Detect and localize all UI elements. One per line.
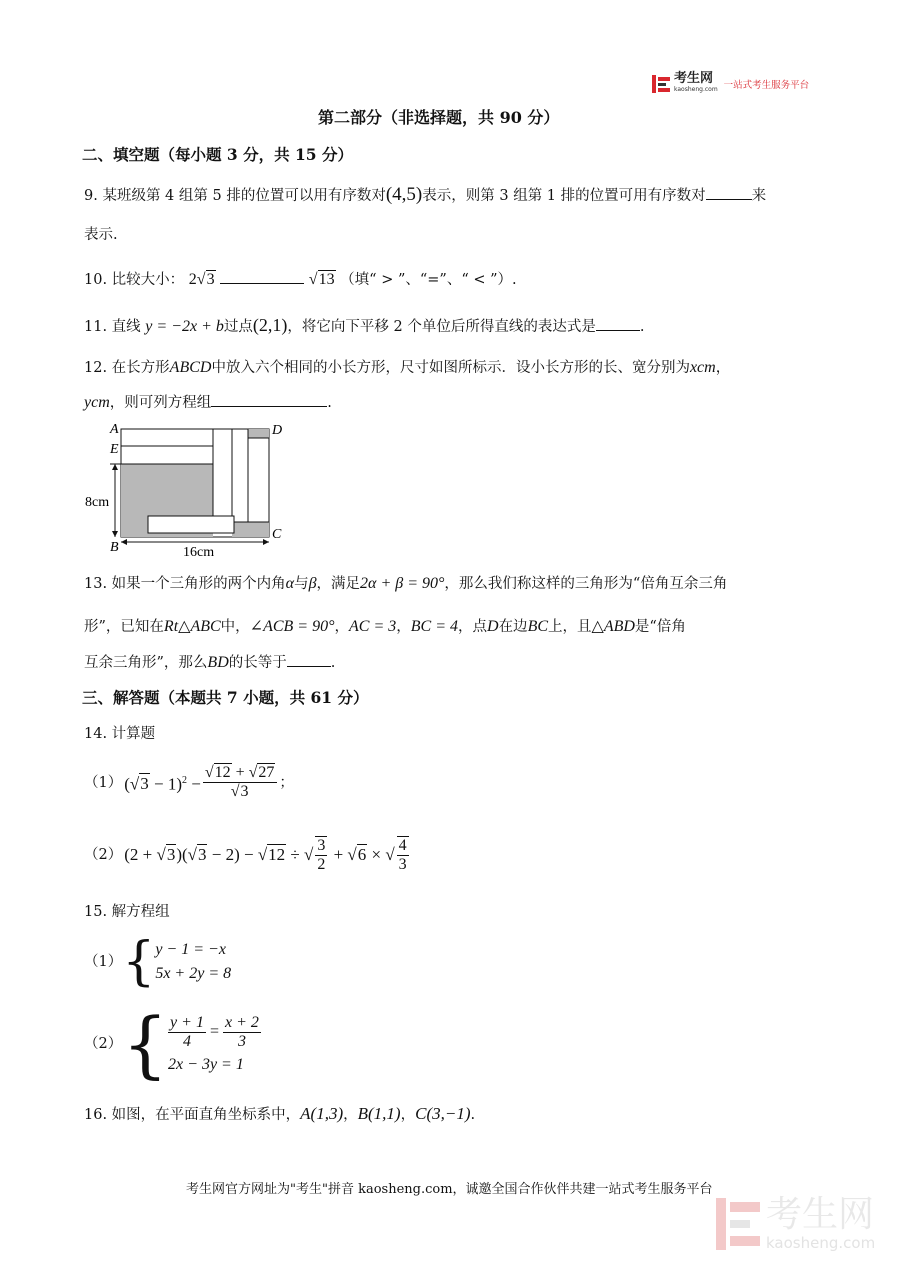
answer-blank-10[interactable] bbox=[220, 269, 304, 284]
answer-blank-12[interactable] bbox=[211, 392, 327, 407]
width-label: 16cm bbox=[183, 545, 215, 560]
label-c: C bbox=[272, 527, 282, 542]
small-rect bbox=[248, 438, 269, 522]
answer-blank-11[interactable] bbox=[596, 316, 640, 331]
system-brace: { bbox=[122, 1002, 169, 1086]
rectangle-figure bbox=[82, 420, 292, 560]
part-title: 第二部分（非选择题，共 90 分） bbox=[318, 108, 560, 127]
header-logo bbox=[652, 72, 809, 95]
question-14-part1: （1） $(√3 - 1)^2$ − $\frac{√12 + √27}{√3}$ ； bbox=[84, 764, 294, 800]
question-11: 11. 直线 y = −2x + b过点(2,1)，将它向下平移 2 个单位后所得直线的表达式是 . bbox=[84, 315, 645, 335]
question-15-part1: （1） { y − 1 = −x 5x + 2y = 8 bbox=[84, 932, 232, 992]
question-12: 12. 在长方形ABCD中放入六个相同的小长方形，尺寸如图所标示．设小长方形的长、宽分别为xcm， bbox=[84, 359, 731, 376]
system-brace: { bbox=[122, 932, 156, 992]
figure-svg bbox=[82, 420, 292, 560]
question-9: 9. 某班级第 4 组第 5 排的位置可以用有序数对(4,5)表示，则第 3 组第 1 排的位置可用有序数对 来 bbox=[84, 184, 767, 205]
question-14-title: 14. 计算题 bbox=[84, 726, 156, 742]
rhs-expression: √13 bbox=[308, 271, 335, 288]
watermark bbox=[716, 1196, 875, 1252]
question-13: 13. 如果一个三角形的两个内角α与β，满足2α + β = 90°，那么我们称这样的三角形为“倍角互余三角 bbox=[84, 575, 728, 592]
section2-title: 二、填空题（每小题 3 分，共 15 分） bbox=[82, 145, 353, 164]
label-a: A bbox=[110, 422, 119, 437]
question-15-title: 15. 解方程组 bbox=[84, 904, 170, 920]
small-rect bbox=[232, 429, 248, 522]
logo-text: 考生网 bbox=[674, 71, 714, 86]
label-e: E bbox=[110, 442, 119, 457]
logo-sub: kaosheng.com bbox=[674, 86, 718, 93]
shaded-corner bbox=[248, 429, 269, 438]
question-10: 10. 比较大小： 2√3 √13 （填“ > ”、“=”、“ < ”）. bbox=[84, 271, 517, 288]
watermark-icon bbox=[716, 1198, 760, 1250]
question-13-line3: 互余三角形”，那么BD的长等于 . bbox=[84, 654, 336, 671]
ordered-pair: (4,5) bbox=[385, 184, 423, 205]
small-rect bbox=[213, 429, 232, 522]
label-b: B bbox=[110, 540, 119, 555]
question-12-cont: ycm，则可列方程组 . bbox=[84, 394, 332, 411]
question-13-line2: 形”，已知在Rt△ABC中，∠ACB = 90°，AC = 3，BC = 4，点D在边BC上，且△ABD是“倍角 bbox=[84, 618, 686, 635]
section3-title: 三、解答题（本题共 7 小题，共 61 分） bbox=[82, 688, 369, 707]
lhs-expression: 2√3 bbox=[188, 271, 215, 288]
small-rect bbox=[148, 516, 234, 533]
question-16: 16. 如图，在平面直角坐标系中，A(1,3)，B(1,1)，C(3,−1). bbox=[84, 1104, 476, 1123]
height-label: 8cm bbox=[85, 495, 110, 510]
watermark-text: 考生网 bbox=[766, 1194, 875, 1235]
answer-blank-13[interactable] bbox=[287, 652, 331, 667]
footer-text: 考生网官方网址为"考生"拼音 kaosheng.com，诚邀全国合作伙伴共建一站式考生服务平台 bbox=[186, 1182, 713, 1197]
label-d: D bbox=[272, 423, 283, 438]
question-14-part2: （2） (2 + √3)(√3 − 2) − √12 ÷ √ $\frac{3}{2}$ + √6 × √ $\frac{4}{3}$ bbox=[84, 837, 407, 873]
logo-icon bbox=[652, 75, 670, 93]
shaded-bottom-right bbox=[232, 522, 269, 537]
point: (2,1) bbox=[252, 315, 288, 335]
small-rect bbox=[121, 429, 213, 446]
line-expression: y = −2x + b bbox=[145, 318, 224, 335]
small-rect bbox=[121, 446, 213, 464]
watermark-sub: kaosheng.com bbox=[766, 1234, 876, 1252]
header-slogan: 一站式考生服务平台 bbox=[723, 79, 810, 91]
question-9-cont: 表示. bbox=[84, 227, 118, 243]
answer-blank-9[interactable] bbox=[706, 185, 752, 200]
question-15-part2: （2） { $\frac{y + 1}{4}$ = $\frac{x + 2}{3}$ 2x − 3y = 1 bbox=[84, 1002, 259, 1086]
